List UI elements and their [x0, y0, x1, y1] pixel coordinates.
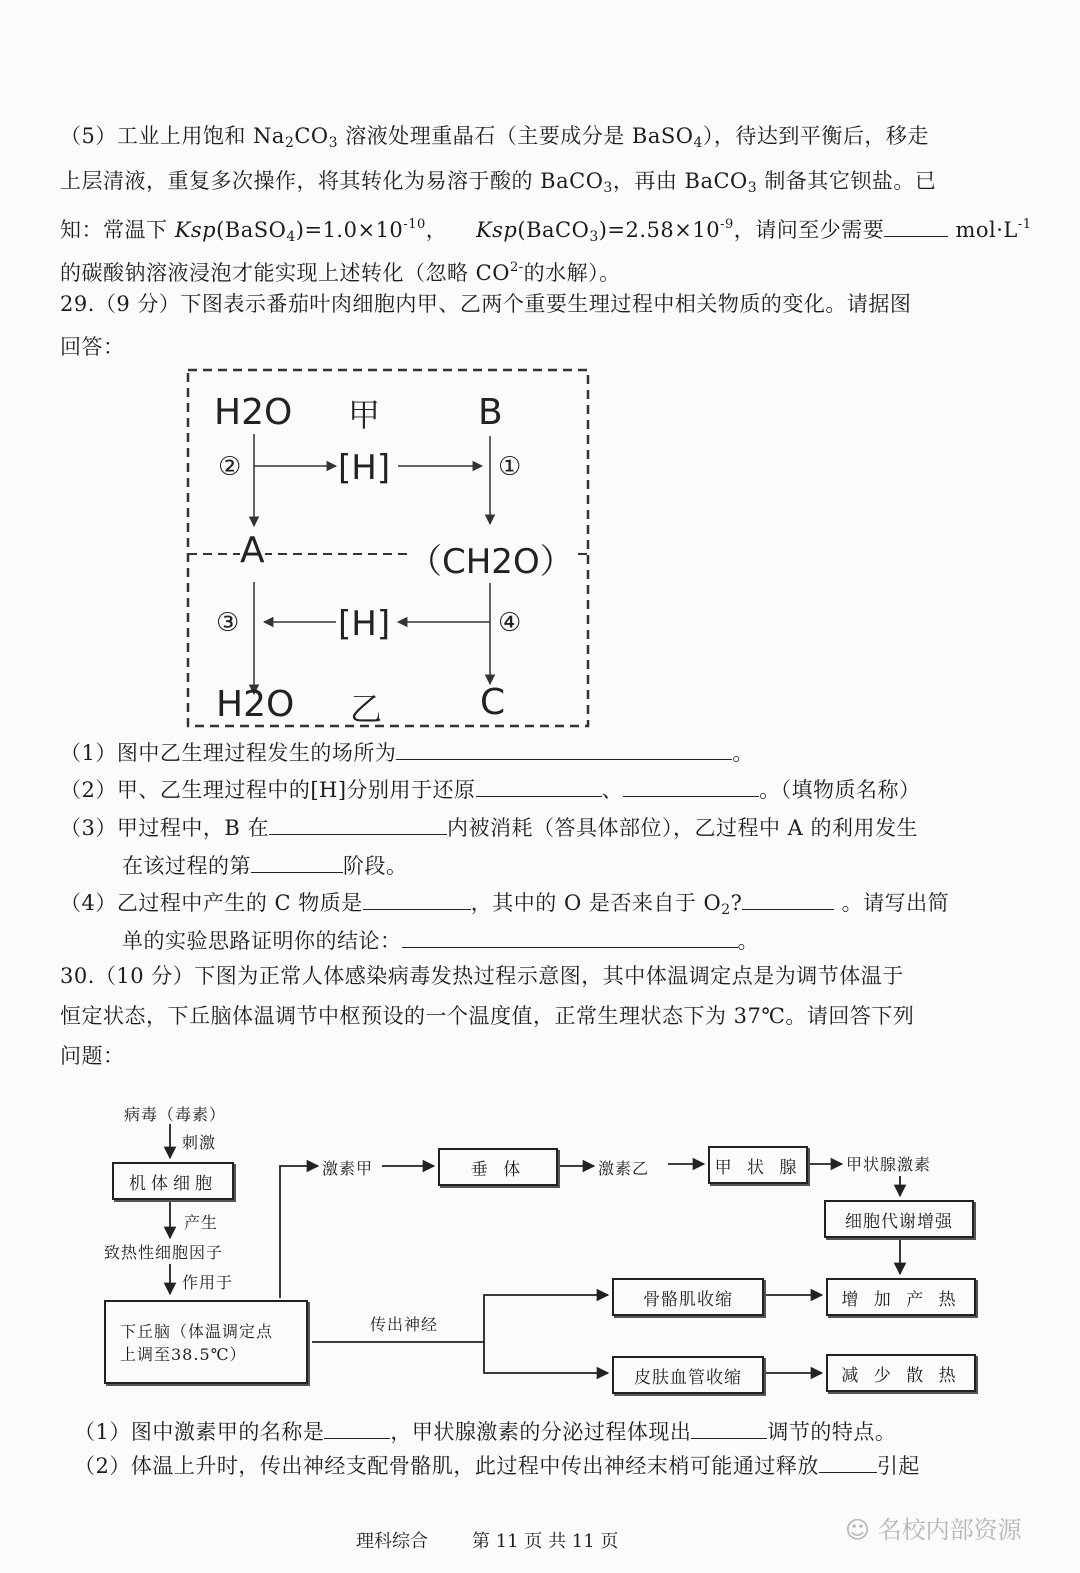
- circle-3: ③: [216, 608, 240, 638]
- answer-blank[interactable]: [819, 1450, 877, 1473]
- watermark-text: 名校内部资源: [877, 1516, 1022, 1544]
- label-ch2o: （CH2O）: [408, 534, 574, 583]
- box-thyroid: 甲 状 腺: [708, 1146, 808, 1184]
- q29-sub3-cont: 在该过程的第 阶段。: [122, 850, 1080, 881]
- q28-line-4: 的碳酸钠溶液浸泡才能实现上述转化（忽略 $CO^{2-}$的水解）。: [60, 260, 621, 285]
- answer-blank[interactable]: [691, 1416, 767, 1439]
- label-yi: 乙: [350, 690, 383, 728]
- q29-stem-2: 回答：: [60, 335, 125, 359]
- label-h-bottom: [H]: [338, 604, 391, 644]
- answer-blank[interactable]: [742, 887, 834, 910]
- footer-subject: 理科综合: [356, 1531, 428, 1552]
- label-a: A: [240, 530, 265, 571]
- q30-sub1: （1）图中激素甲的名称是 ，甲状腺激素的分泌过程体现出 调节的特点。: [74, 1416, 1034, 1447]
- label-virus: 病毒（毒素）: [124, 1105, 227, 1124]
- answer-blank[interactable]: [623, 774, 759, 797]
- box-heat-production-up: 增 加 产 热: [826, 1278, 976, 1316]
- label-hormone-b: 激素乙: [598, 1159, 650, 1178]
- label-hormone-a: 激素甲: [322, 1159, 374, 1178]
- answer-blank[interactable]: [363, 887, 471, 910]
- wechat-icon: ☺: [845, 1516, 871, 1544]
- answer-blank[interactable]: [396, 737, 732, 760]
- label-h-top: [H]: [338, 448, 391, 488]
- label-h2o-bottom: H2O: [216, 684, 295, 725]
- label-thyroxine: 甲状腺激素: [846, 1155, 932, 1174]
- label-c: C: [480, 682, 506, 723]
- label-jia: 甲: [348, 396, 381, 434]
- hypothalamus-line-1: 下丘脑（体温调定点: [120, 1322, 274, 1341]
- q28-line-1: （5）工业上用饱和 $Na_2CO_3$ 溶液处理重晶石（主要成分是 BaSO$_4$），待达到平衡后，移走: [60, 124, 929, 151]
- label-efferent-nerve: 传出神经: [370, 1315, 439, 1334]
- q30-sub2: （2）体温上升时，传出神经支配骨骼肌，此过程中传出神经末梢可能通过释放 引起: [74, 1450, 1034, 1481]
- label-produce: 产生: [184, 1213, 219, 1232]
- box-hypothalamus: [104, 1300, 308, 1384]
- box-skeletal-muscle: 骨骼肌收缩: [612, 1278, 764, 1316]
- footer-page-number: 第 11 页 共 11 页: [472, 1531, 619, 1552]
- label-b: B: [478, 392, 503, 433]
- q29-sub4: （4）乙过程中产生的 C 物质是 ，其中的 O 是否来自于 $O_2$? 。请写出简: [60, 887, 1020, 925]
- box-metabolism-up: 细胞代谢增强: [824, 1200, 974, 1238]
- hypothalamus-line-2: 上调至38.5℃）: [120, 1345, 247, 1364]
- q28-line-3: 知：常温下 $Ksp(BaSO_4)=1.0\times 10^{-10}$， $Ksp(BaCO_3)=2.58\times 10^{-9}$，请问至少需要 $mol\cdot L^{-1}$: [60, 210, 1020, 252]
- label-stimulate: 刺激: [182, 1133, 217, 1152]
- answer-blank[interactable]: [269, 812, 447, 835]
- photosynthesis-respiration-diagram: [186, 364, 596, 730]
- q30-stem-2: 恒定状态，下丘脑体温调节中枢预设的一个温度值，正常生理状态下为 37℃。请回答下列: [60, 1004, 915, 1028]
- q29-sub2: （2）甲、乙生理过程中的[H]分别用于还原 、 。（填物质名称）: [60, 774, 1020, 805]
- q29-sub1: （1）图中乙生理过程发生的场所为 。: [60, 737, 1020, 768]
- box-heat-loss-down: 减 少 散 热: [826, 1354, 976, 1392]
- box-pituitary: 垂 体: [438, 1148, 558, 1186]
- box-body-cell: 机体细胞: [112, 1162, 234, 1200]
- circle-2: ②: [218, 452, 242, 482]
- watermark: [845, 1510, 1022, 1545]
- q28-line-2: 上层清液，重复多次操作，将其转化为易溶于酸的 BaCO$_3$，再由 BaCO$_3$ 制备其它钡盐。已: [60, 169, 937, 196]
- label-pyrogenic-factor: 致热性细胞因子: [104, 1243, 224, 1262]
- q29-stem-1: 29.（9 分）下图表示番茄叶肉细胞内甲、乙两个重要生理过程中相关物质的变化。请据图: [60, 292, 912, 316]
- answer-blank[interactable]: [476, 774, 602, 797]
- answer-blank[interactable]: [884, 214, 948, 237]
- answer-blank[interactable]: [324, 1416, 390, 1439]
- box-skin-vessel: 皮肤血管收缩: [612, 1356, 764, 1394]
- label-h2o-top: H2O: [214, 392, 293, 433]
- q30-stem-1: 30.（10 分）下图为正常人体感染病毒发热过程示意图，其中体温调定点是为调节体温于: [60, 964, 904, 988]
- answer-blank[interactable]: [251, 850, 343, 873]
- label-act-on: 作用于: [182, 1273, 234, 1292]
- q30-stem-3: 问题：: [60, 1044, 125, 1068]
- answer-blank[interactable]: [402, 925, 738, 948]
- q29-sub3: （3）甲过程中，B 在 内被消耗（答具体部位），乙过程中 A 的利用发生: [60, 812, 1020, 843]
- circle-4: ④: [498, 608, 522, 638]
- fever-process-diagram: [100, 1098, 990, 1398]
- q29-sub4-cont: 单的实验思路证明你的结论： 。: [122, 925, 1080, 956]
- circle-1: ①: [498, 452, 522, 482]
